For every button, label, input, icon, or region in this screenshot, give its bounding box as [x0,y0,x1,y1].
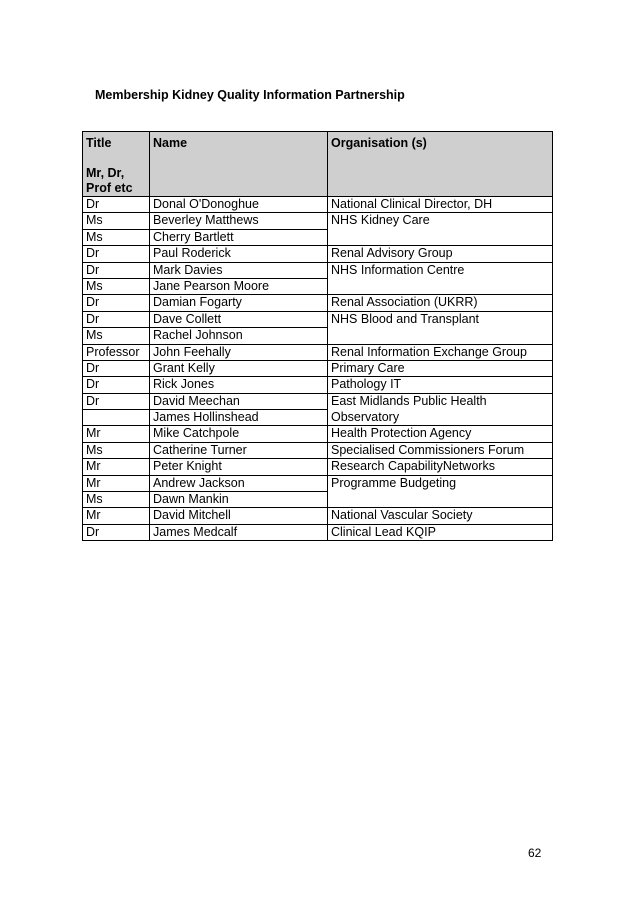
table-row [83,426,553,442]
cell-title: Ms [83,328,150,344]
table-row [83,459,553,475]
cell-name: Peter Knight [150,459,328,475]
cell-title: Mr [83,508,150,524]
table-row [83,197,553,213]
cell-name: David Mitchell [150,508,328,524]
cell-title [83,410,150,426]
table-row [83,229,553,245]
table-row [83,278,553,294]
document-title: Membership Kidney Quality Information Partnership [95,88,405,102]
cell-name: James Medcalf [150,524,328,540]
cell-name: Dawn Mankin [150,492,328,508]
table-row [83,475,553,491]
cell-organisation: Clinical Lead KQIP [328,524,553,540]
cell-organisation: Renal Advisory Group [328,246,553,262]
table-row [83,328,553,344]
cell-title: Dr [83,360,150,376]
header-title-sub2: Prof etc [86,181,133,195]
cell-title: Dr [83,311,150,327]
cell-organisation: Health Protection Agency [328,426,553,442]
table-row [83,311,553,327]
cell-title: Ms [83,492,150,508]
cell-title: Ms [83,442,150,458]
cell-title: Mr [83,475,150,491]
header-title-label: Title [86,136,112,150]
table-row [83,524,553,540]
cell-title: Dr [83,246,150,262]
cell-title: Ms [83,278,150,294]
cell-name: Donal O'Donoghue [150,197,328,213]
table-row [83,295,553,311]
cell-title: Dr [83,197,150,213]
cell-organisation: Observatory [328,410,553,426]
cell-name: Mark Davies [150,262,328,278]
cell-name: Jane Pearson Moore [150,278,328,294]
cell-organisation: NHS Kidney Care [328,213,553,229]
cell-name: Damian Fogarty [150,295,328,311]
table-row [83,360,553,376]
table-row [83,508,553,524]
cell-organisation: Specialised Commissioners Forum [328,442,553,458]
cell-organisation: National Clinical Director, DH [328,197,553,213]
table-header-row [83,132,553,197]
cell-title: Dr [83,524,150,540]
table-row [83,410,553,426]
table-row [83,377,553,393]
table-row [83,262,553,278]
cell-name: Catherine Turner [150,442,328,458]
table-row [83,442,553,458]
table-row [83,492,553,508]
cell-title: Ms [83,213,150,229]
cell-organisation [328,229,553,245]
membership-table [82,131,553,541]
header-title [83,132,150,197]
header-organisation: Organisation (s) [328,132,553,197]
cell-organisation [328,328,553,344]
table-row [83,393,553,409]
cell-organisation: Renal Association (UKRR) [328,295,553,311]
cell-name: John Feehally [150,344,328,360]
cell-name: Cherry Bartlett [150,229,328,245]
cell-name: Beverley Matthews [150,213,328,229]
cell-title: Dr [83,262,150,278]
cell-name: Rick Jones [150,377,328,393]
cell-title: Ms [83,229,150,245]
table-row [83,246,553,262]
cell-organisation: National Vascular Society [328,508,553,524]
cell-organisation: Programme Budgeting [328,475,553,491]
cell-title: Mr [83,426,150,442]
table-row [83,344,553,360]
cell-organisation: NHS Information Centre [328,262,553,278]
cell-name: James Hollinshead [150,410,328,426]
header-title-sub1: Mr, Dr, [86,166,125,180]
cell-organisation [328,278,553,294]
cell-organisation: Research CapabilityNetworks [328,459,553,475]
cell-name: Paul Roderick [150,246,328,262]
cell-organisation: NHS Blood and Transplant [328,311,553,327]
cell-title: Dr [83,393,150,409]
cell-title: Professor [83,344,150,360]
cell-organisation: Pathology IT [328,377,553,393]
cell-organisation [328,492,553,508]
cell-organisation: East Midlands Public Health [328,393,553,409]
cell-name: Rachel Johnson [150,328,328,344]
cell-title: Dr [83,295,150,311]
cell-title: Mr [83,459,150,475]
page-number: 62 [528,846,542,860]
cell-name: Grant Kelly [150,360,328,376]
cell-name: Mike Catchpole [150,426,328,442]
cell-name: Dave Collett [150,311,328,327]
cell-title: Dr [83,377,150,393]
cell-name: David Meechan [150,393,328,409]
header-name: Name [150,132,328,197]
cell-name: Andrew Jackson [150,475,328,491]
cell-organisation: Renal Information Exchange Group [328,344,553,360]
table-row [83,213,553,229]
cell-organisation: Primary Care [328,360,553,376]
